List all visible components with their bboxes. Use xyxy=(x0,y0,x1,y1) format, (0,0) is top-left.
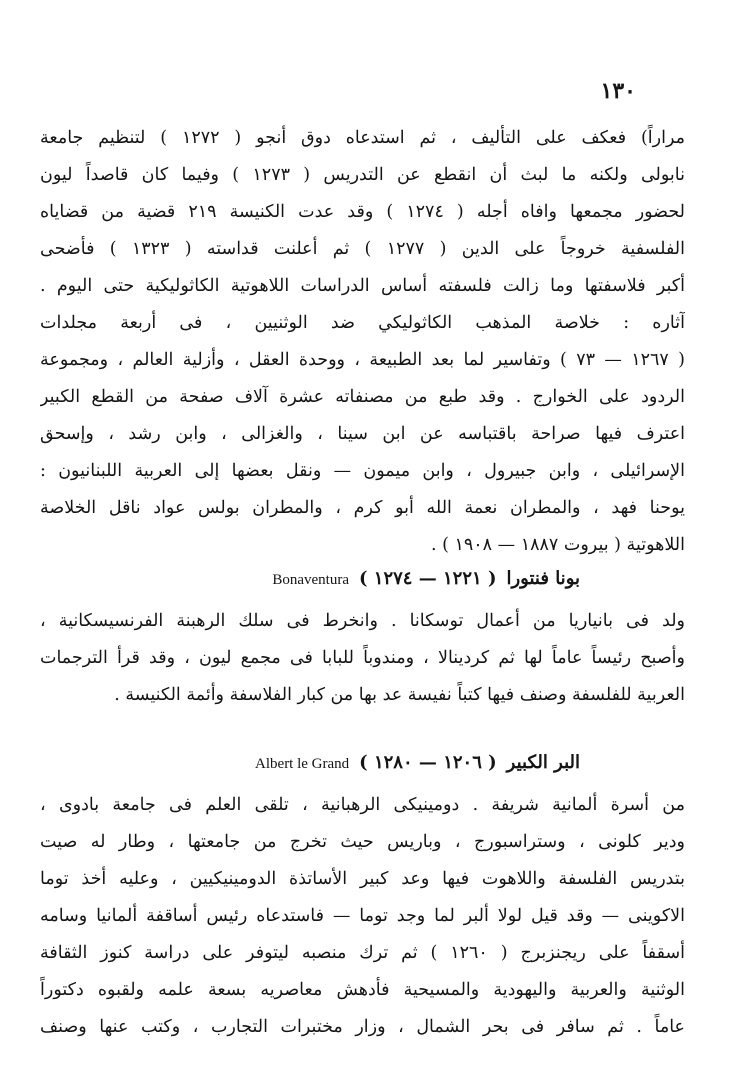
heading-dates: ( ١٢٢١ — ١٢٧٤ ) xyxy=(358,568,497,589)
text-line: الإسرائيلى ، وابن جبيرول ، وابن ميمون — ونقل بعضها إلى العربية اللبنانيون : xyxy=(40,461,685,481)
heading-name-latin: Albert le Grand xyxy=(255,756,350,772)
text-line: الاكوينى — وقد قيل لولا ألبر لما وجد توما — فاستدعاه رئيس أساقفة ألمانيا وسامه xyxy=(40,906,685,926)
intro-paragraph xyxy=(40,120,685,564)
text-line: أسقفاً على ريجنزبرج ( ١٢٦٠ ) ثم ترك منصبه ليتوفر على دراسة كنوز الثقافة xyxy=(40,943,685,963)
bonaventura-paragraph xyxy=(40,603,685,714)
text-line: مراراً) فعكف على التأليف ، ثم استدعاه دوق أنجو ( ١٢٧٢ ) لتنظيم جامعة xyxy=(40,128,685,148)
text-line: اعترف فيها صراحة باقتباسه عن ابن سينا ، والغزالى ، وابن رشد ، وإسحق xyxy=(40,424,685,444)
text-line: العربية للفلسفة وصنف فيها كتباً نفيسة عد بها من كبار الفلاسفة وأئمة الكنيسة . xyxy=(114,685,685,705)
text-line: يوحنا فهد ، والمطران نعمة الله أبو كرم ، والمطران بولس عواد ناقل الخلاصة xyxy=(40,498,685,518)
page-number: ١٣٠ xyxy=(600,78,636,104)
text-line: اللاهوتية ( بيروت ١٨٨٧ — ١٩٠٨ ) . xyxy=(430,535,685,555)
text-line: ولد فى بانياريا من أعمال توسكانا . وانخرط فى سلك الرهبنة الفرنسيسكانية ، xyxy=(40,611,685,631)
bonaventura-heading xyxy=(272,568,580,589)
text-line: آثاره : خلاصة المذهب الكاثوليكي ضد الوثنيين ، فى أربعة مجلدات xyxy=(40,313,685,333)
text-line: لحضور مجمعها وافاه أجله ( ١٢٧٤ ) وقد عدت الكنيسة ٢١٩ قضية من قضاياه xyxy=(40,202,685,222)
text-line: من أسرة ألمانية شريفة . دومينيكى الرهبانية ، تلقى العلم فى جامعة بادوى ، xyxy=(40,795,685,815)
text-line: الوثنية والعربية واليهودية والمسيحية فأدهش معاصريه بسعة علمه ولقبوه دكتوراً xyxy=(40,980,685,1000)
text-line: وأصبح رئيساً عاماً لها ثم كردينالا ، ومندوباً للبابا فى مجمع ليون ، وقد قرأ الترجمات xyxy=(40,648,685,668)
heading-name-ar: البر الكبير xyxy=(506,752,580,773)
text-line: نابولى ولكنه ما لبث أن انقطع عن التدريس ( ١٢٧٣ ) وفيما كان قاصداً ليون xyxy=(40,165,685,185)
albert-paragraph xyxy=(40,787,685,1046)
text-line: أكبر فلاسفتها وما زالت فلسفته أساس الدراسات اللاهوتية الكاثوليكية حتى اليوم . xyxy=(40,276,685,296)
heading-dates: ( ١٢٠٦ — ١٢٨٠ ) xyxy=(359,752,497,773)
text-line: الفلسفية خروجاً على الدين ( ١٢٧٧ ) ثم أعلنت قداسته ( ١٣٢٣ ) فأضحى xyxy=(40,239,685,259)
text-line: الردود على الخوارج . وقد طبع من مصنفاته عشرة آلاف صفحة من القطع الكبير xyxy=(40,387,685,407)
text-line: ودير كلونى ، وستراسبورج ، وباريس حيث تخرج من جامعتها ، وطار له صيت xyxy=(40,832,685,852)
text-line: عاماً . ثم سافر فى بحر الشمال ، وزار مختبرات التجارب ، وكتب عنها وصنف xyxy=(40,1017,685,1037)
albert-heading xyxy=(255,752,580,773)
text-line: ( ١٢٦٧ — ٧٣ ) وتفاسير لما بعد الطبيعة ، ووحدة العقل ، وأزلية العالم ، ومجموعة xyxy=(40,350,685,370)
heading-name-ar: بونا فنتورا xyxy=(506,568,580,589)
text-line: بتدريس الفلسفة واللاهوت فيها وعد كبير الأساتذة الدومينيكيين ، وعليه أخذ توما xyxy=(40,869,685,889)
heading-name-latin: Bonaventura xyxy=(272,572,349,588)
